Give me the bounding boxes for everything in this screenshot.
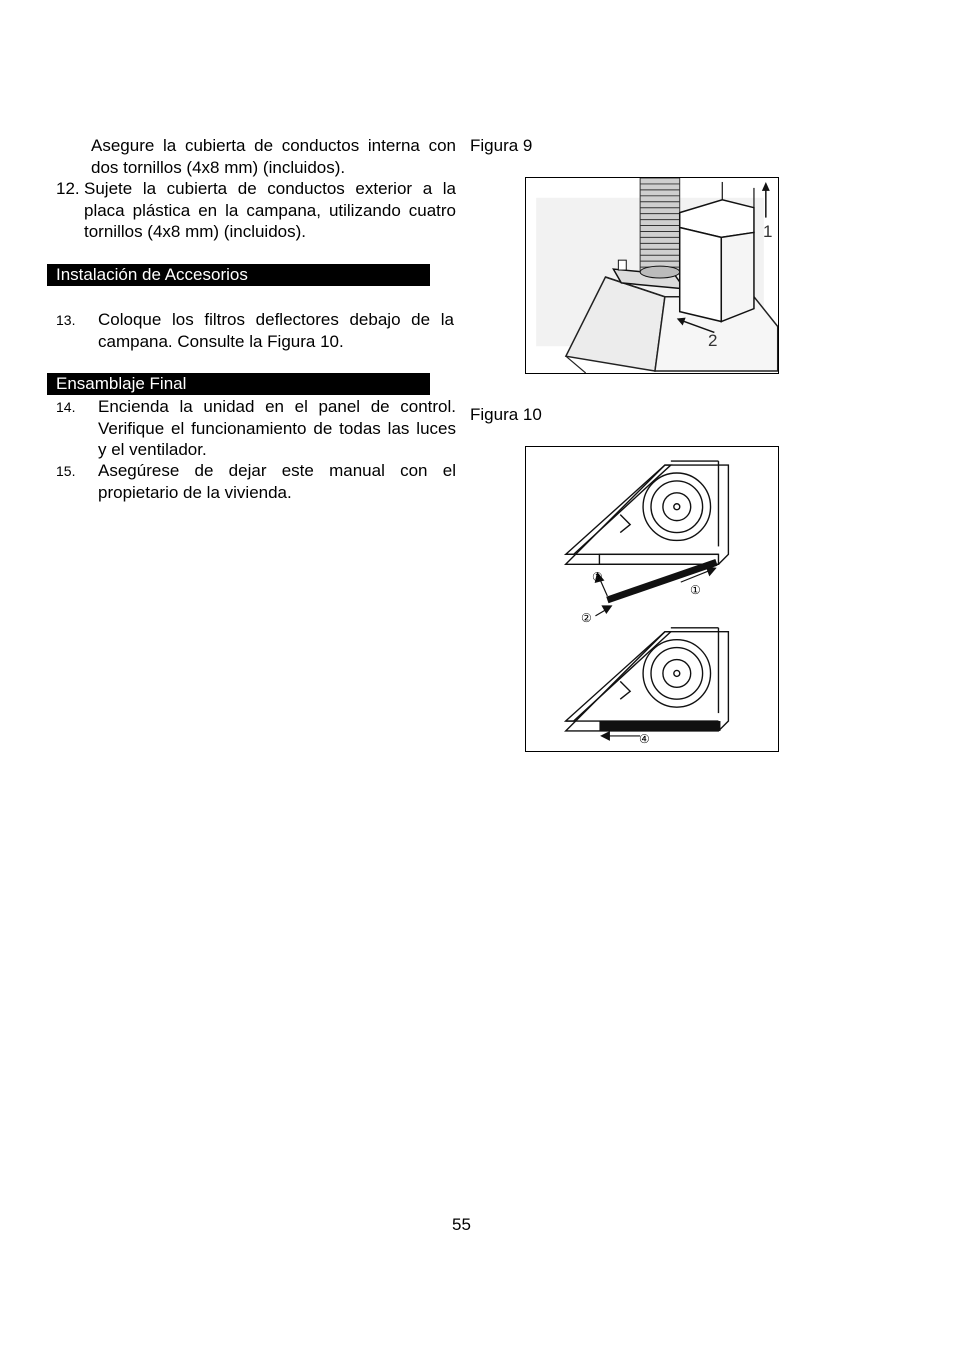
step-15-number: 15. [56,463,76,479]
figure-10-callout-4: ④ [639,732,650,746]
figure-10-callout-3: ③ [592,570,603,584]
step-12-number: 12. [56,179,80,198]
figure-10-illustration [525,446,779,752]
figure-10-callout-2: ② [581,611,592,625]
range-hood-duct-cover-icon [526,178,778,373]
step-12-text: Sujete la cubierta de conductos exterior a la placa plástica en la campana, utilizando cuatro tornillos (4x8 mm) (incluidos). [84,179,456,241]
figure-9-callout-2: 2 [708,331,718,350]
baffle-filter-installation-icon [526,447,778,751]
figure-9-caption: Figura 9 [470,136,533,155]
page-number: 55 [452,1215,471,1234]
figure-9-illustration [525,177,779,374]
intro-paragraph: Asegure la cubierta de conductos interna con dos tornillos (4x8 mm) (incluidos). [91,136,456,177]
step-14-text: Encienda la unidad en el panel de control. Verifique el funcionamiento de todas las luces y el ventilador. [98,397,456,459]
step-14-number: 14. [56,399,76,415]
figure-10-caption: Figura 10 [470,405,542,424]
figure-10-callout-1: ① [690,583,701,597]
figure-9-callout-1: 1 [763,222,773,241]
section-header-final-assembly: Ensamblaje Final [47,373,430,395]
section-header-accessories: Instalación de Accesorios [47,264,430,286]
step-13-text: Coloque los filtros deflectores debajo de la campana. Consulte la Figura 10. [98,310,454,351]
step-13-number: 13. [56,312,76,328]
step-15-text: Asegúrese de dejar este manual con el propietario de la vivienda. [98,461,456,502]
